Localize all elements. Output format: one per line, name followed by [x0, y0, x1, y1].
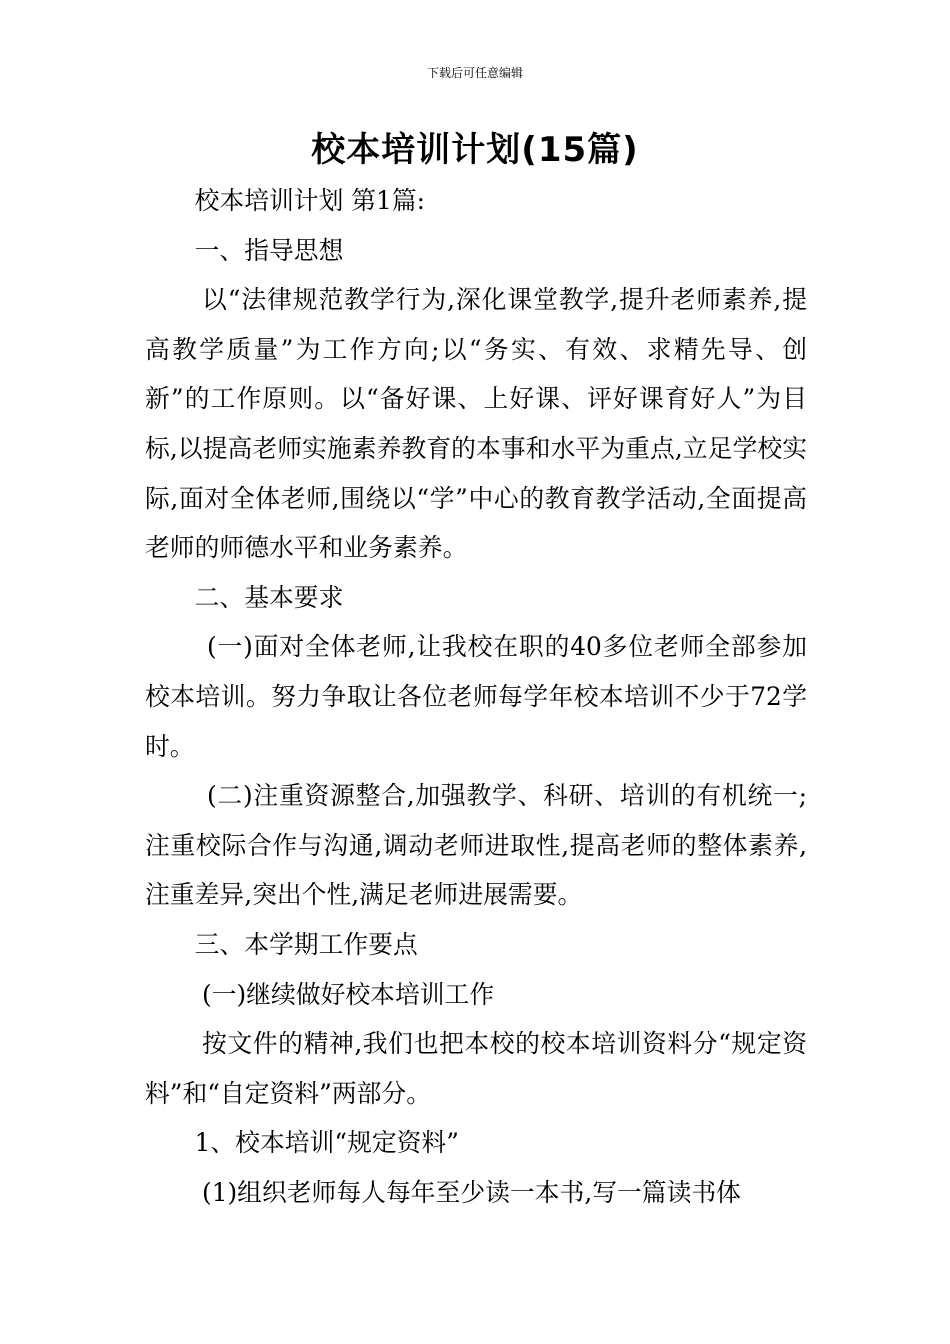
- subheading-required-materials: 1、校本培训“规定资料”: [194, 1128, 459, 1158]
- document-body: [145, 176, 807, 1217]
- section-heading-basic-requirements: 二、基本要求: [194, 582, 344, 612]
- paragraph-requirement-2: (二)注重资源整合,加强教学、科研、培训的有机统一;注重校际合作与沟通,调动老师进取性,提高老师的整体素养,注重差异,突出个性,满足老师进展需要。: [145, 781, 807, 910]
- document-title: 校本培训计划(15篇): [311, 130, 639, 170]
- paragraph-reading-requirement: (1)组织老师每人每年至少读一本书,写一篇读书体: [202, 1177, 741, 1207]
- paragraph-guiding-ideology: 以“法律规范教学行为,深化课堂教学,提升老师素养,提高教学质量”为工作方向;以“务实、有效、求精先导、创新”的工作原则。以“备好课、上好课、评好课育好人”为目标,以提高老师实施素养教育的本事和水平为重点,立足学校实际,面对全体老师,围绕以“学”中心的教育教学活动,全面提高老师的师德水平和业务素养。: [145, 285, 807, 563]
- paragraph-requirement-1: (一)面对全体老师,让我校在职的40多位老师全部参加校本培训。努力争取让各位老师每学年校本培训不少于72学时。: [145, 632, 807, 761]
- header-note: 下载后可任意编辑: [426, 66, 523, 80]
- subheading-continue-training: (一)继续做好校本培训工作: [202, 979, 495, 1009]
- section-heading-work-points: 三、本学期工作要点: [194, 929, 418, 959]
- section-heading-guiding-ideology: 一、指导思想: [194, 235, 344, 265]
- section-heading-part-1: 校本培训计划 第1篇:: [194, 186, 425, 215]
- paragraph-training-materials: 按文件的精神,我们也把本校的校本培训资料分“规定资料”和“自定资料”两部分。: [145, 1029, 807, 1108]
